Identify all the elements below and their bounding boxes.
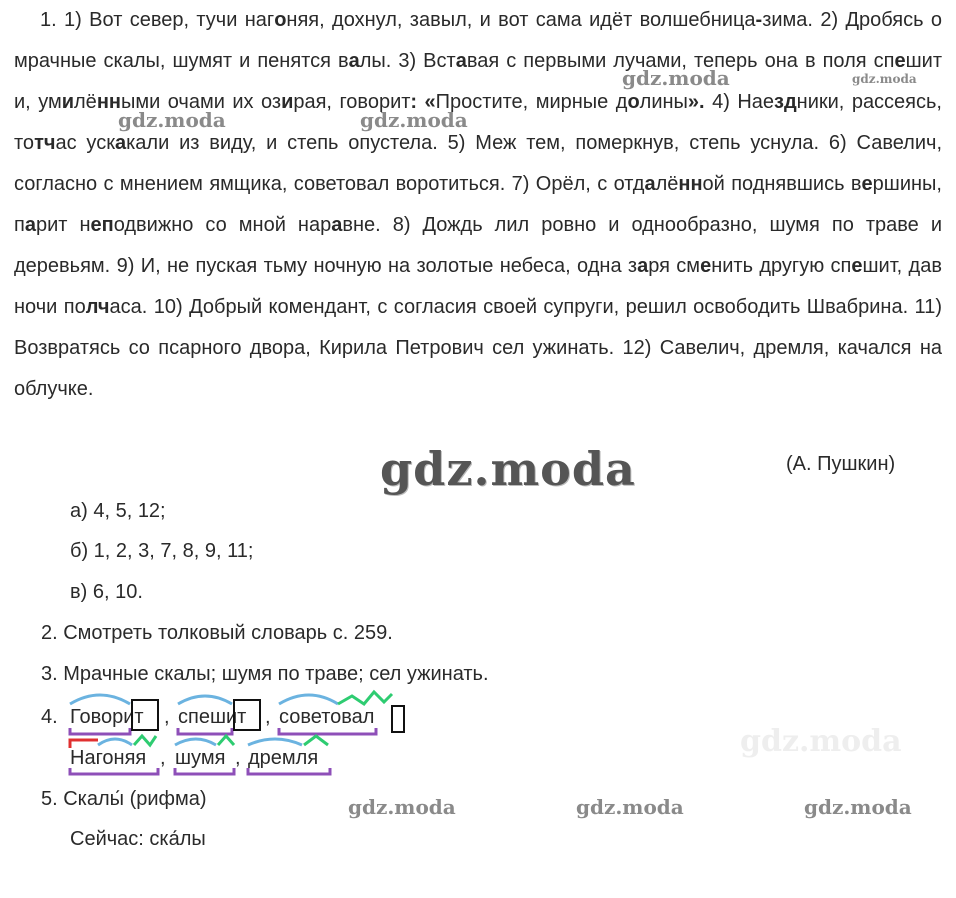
watermark: gdz.moda — [852, 72, 917, 86]
ending-box — [392, 706, 404, 732]
answer-c: в) 6, 10. — [70, 581, 143, 603]
task1-paragraph: 1. 1) Вот север, тучи нагоняя, дохнул, завыл, и вот сама идёт волшебница-зима. 2) Дробясь о мрачные скалы, шумят и пенятся валы. 3) Вставая с первыми лучами, теперь она в поля спешит и, умилёнными очами их озирая, говорит: «Простите, мирные долины». 4) Наездники, рассеясь, тотчас ускакали из виду, и степь опустела. 5) Меж тем, померкнув, степь уснула. 6) Савелич, согласно с мнением ямщика, советовал воротиться. 7) Орёл, с отдалённой поднявшись вершины, парит неподвижно со мной наравне. 8) Дождь лил ровно и однообразно, шумя по траве и деревьям. 9) И, не пуская тьму ночную на золотые небеса, одна заря сменить другую спешит, дав ночи полчаса. 10) Добрый комендант, с согласия своей супруги, решил освободить Швабрина. 11) Возвратясь со псарного двора, Кирила Петрович сел ужинать. 12) Савелич, дремля, качался на облучке. — [14, 9, 943, 400]
answer-a: а) 4, 5, 12; — [70, 500, 166, 522]
root-arc — [98, 739, 132, 745]
word-shumya: шумя — [175, 747, 226, 769]
watermark-large: gdz.moda — [380, 442, 636, 496]
task-number: 1. — [40, 9, 57, 31]
comma: , — [265, 706, 271, 728]
task5-line1: 5. Скалы́ (рифма) — [41, 788, 207, 810]
watermark: gdz.moda — [360, 108, 468, 132]
comma: , — [235, 747, 241, 769]
suffix-caret — [304, 736, 328, 745]
suffix-caret — [338, 692, 392, 704]
task5-line2: Сейчас: ска́лы — [70, 828, 206, 850]
suffix-caret — [134, 736, 156, 745]
word-nagonyaya: Нагоняя — [70, 747, 147, 769]
watermark: gdz.moda — [804, 795, 912, 819]
task3-text: 3. Мрачные скалы; шумя по траве; сел ужинать. — [41, 663, 489, 685]
watermark-faint: gdz.moda — [740, 724, 902, 759]
watermark: gdz.moda — [118, 108, 226, 132]
watermark: gdz.moda — [622, 66, 730, 90]
root-arc — [70, 695, 130, 704]
comma: , — [164, 706, 170, 728]
author-attribution: (А. Пушкин) — [786, 453, 896, 475]
root-arc — [248, 739, 302, 745]
root-arc — [178, 696, 232, 704]
watermark: gdz.moda — [348, 795, 456, 819]
word-dremlya: дремля — [248, 747, 319, 769]
word-govorit: Говорит — [70, 706, 144, 728]
watermark: gdz.moda — [576, 795, 684, 819]
root-arc — [175, 739, 216, 745]
task2-text: 2. Смотреть толковый словарь с. 259. — [41, 622, 393, 644]
task4-number: 4. — [41, 706, 58, 728]
answer-b: б) 1, 2, 3, 7, 8, 9, 11; — [70, 540, 254, 562]
root-arc — [279, 695, 338, 704]
word-speshit: спешит — [178, 706, 247, 728]
suffix-caret — [218, 736, 234, 745]
comma: , — [160, 747, 166, 769]
word-sovetoval: советовал — [279, 706, 375, 728]
